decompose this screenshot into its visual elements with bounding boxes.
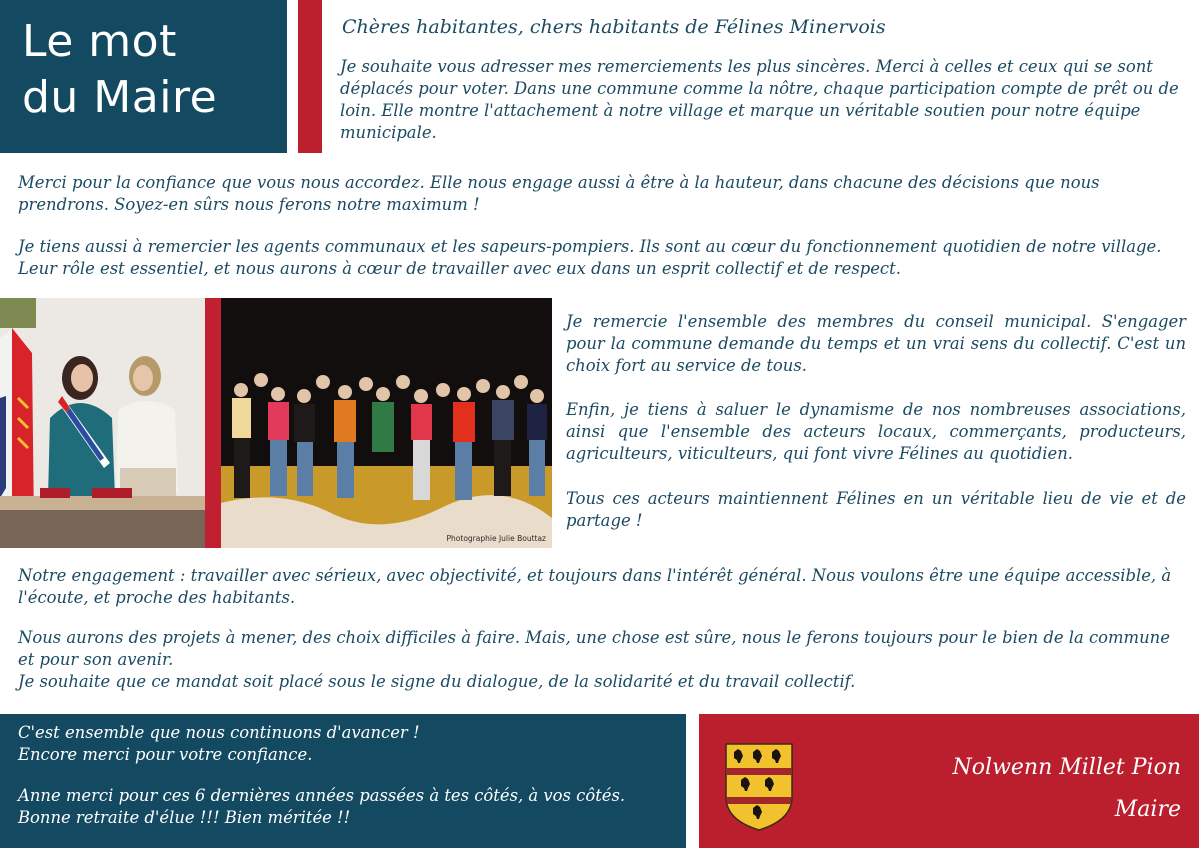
closing-line-4: Bonne retraite d'élue !!! Bien méritée !! (18, 808, 351, 827)
page-title (22, 14, 217, 126)
paragraph-projets (18, 627, 1183, 693)
paragraph-engagement: Notre engagement : travailler avec sérieux, avec objectivité, et toujours dans l'intérêt général. Nous voulons être une équipe accessible, à l'écoute, et proche des habitants. (18, 566, 1172, 607)
ceremony-illustration (0, 298, 205, 548)
coat-of-arms-icon (724, 742, 794, 832)
signature-block (699, 714, 1199, 848)
closing-block (0, 714, 686, 848)
closing-thanks (18, 722, 678, 766)
photo-group (221, 298, 552, 548)
paragraph-conseil: Je remercie l'ensemble des membres du conseil municipal. S'engager pour la commune demande du temps et un vrai sens du collectif. C'est un choix fort au service de tous. (566, 312, 1186, 375)
photo-ceremony (0, 298, 205, 548)
mayor-name: Nolwenn Millet Pion (952, 755, 1181, 780)
paragraph-associations: Enfin, je tiens à saluer le dynamisme de nos nombreuses associations, ainsi que l'ensemble des acteurs locaux, commerçants, producteurs, agriculteurs, viticulteurs, qui font vivre Félines au quotidien. (566, 400, 1186, 463)
closing-tribute (18, 785, 678, 829)
paragraph-agents: Je tiens aussi à remercier les agents communaux et les sapeurs-pompiers. Ils sont au cœur du fonctionnement quotidien de notre village. Leur rôle est essentiel, et nous aurons à cœur de travailler avec eux dans un esprit collectif et de respect. (18, 237, 1162, 278)
closing-line-3: Anne merci pour ces 6 dernières années passées à tes côtés, à vos côtés. (18, 786, 626, 805)
projets-line-1: Nous aurons des projets à mener, des choix difficiles à faire. Mais, une chose est sûre, nous le ferons toujours pour le bien de la commune et pour son avenir. (18, 628, 1170, 669)
paragraph-acteurs: Tous ces acteurs maintiennent Félines en un véritable lieu de vie et de partage ! (566, 489, 1186, 530)
paragraph-confiance: Merci pour la confiance que vous nous accordez. Elle nous engage aussi à être à la hauteur, dans chacune des décisions que nous prendrons. Soyez-en sûrs nous ferons notre maximum ! (18, 173, 1100, 214)
title-line-2: du Maire (22, 72, 218, 123)
group-illustration (221, 298, 552, 548)
photo-credit: Photographie Julie Bouttaz (446, 534, 546, 543)
salutation-heading: Chères habitantes, chers habitants de Félines Minervois (342, 16, 886, 38)
paragraph-intro (340, 56, 1180, 144)
title-line-1: Le mot (22, 16, 177, 67)
closing-line-2: Encore merci pour votre confiance. (18, 745, 313, 764)
photo-divider-bar (205, 298, 221, 548)
closing-line-1: C'est ensemble que nous continuons d'avancer ! (18, 723, 420, 742)
intro-text: Je souhaite vous adresser mes remerciements les plus sincères. Merci à celles et ceux qui se sont déplacés pour voter. Dans une commune comme la nôtre, chaque participation compte de prêt ou de loin. Elle montre l'attachement à notre village et marque un véritable soutien pour notre équipe municipale. (340, 57, 1179, 142)
accent-bar (298, 0, 322, 153)
projets-line-2: Je souhaite que ce mandat soit placé sous le signe du dialogue, de la solidarité et du travail collectif. (18, 672, 856, 691)
title-block (0, 0, 287, 153)
mayor-role: Maire (1114, 797, 1181, 822)
